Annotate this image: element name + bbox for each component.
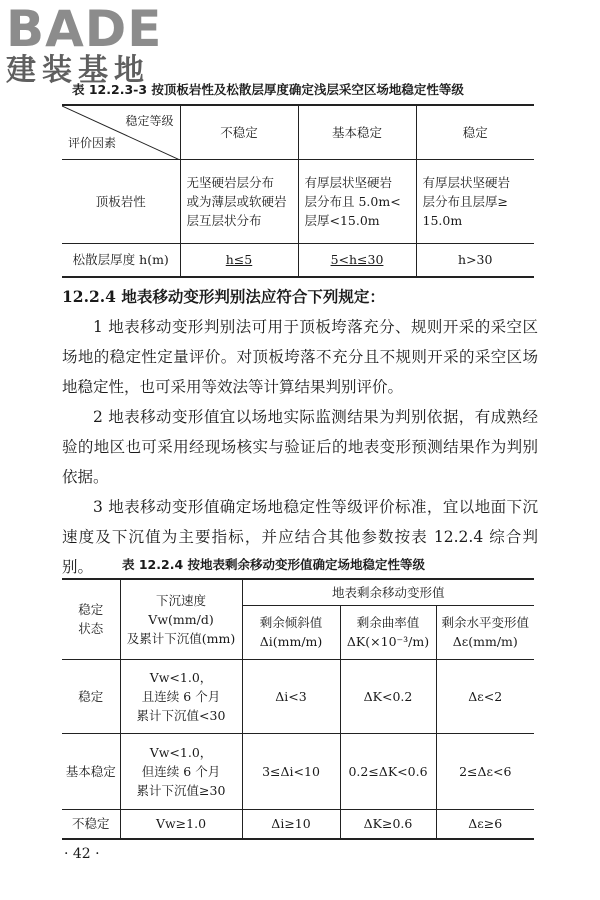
curvature-cell: ΔK≥0.6 bbox=[340, 809, 436, 839]
cell-line: 15.0m bbox=[422, 212, 463, 228]
header-line: 剩余倾斜值 bbox=[259, 615, 323, 630]
cell-line: 层互层状分布 bbox=[186, 212, 262, 228]
horizontal-cell: Δε≥6 bbox=[436, 809, 534, 839]
cell-value: h>30 bbox=[458, 252, 493, 268]
table-row bbox=[62, 159, 534, 243]
tilt-cell: 3≤Δi<10 bbox=[242, 733, 340, 809]
curvature-cell: 0.2≤ΔK<0.6 bbox=[340, 733, 436, 809]
header-group-residual: 地表剩余移动变形值 bbox=[242, 579, 534, 605]
row-label-thickness: 松散层厚度 h(m) bbox=[62, 243, 180, 277]
table-row bbox=[62, 659, 534, 733]
header-line: 及累计下沉值(mm) bbox=[126, 630, 236, 646]
table1-caption: 表 12.2.3-3 按顶板岩性及松散层厚度确定浅层采空区场地稳定性等级 bbox=[72, 82, 464, 97]
header-unstable: 不稳定 bbox=[180, 105, 298, 159]
state-cell: 不稳定 bbox=[62, 809, 120, 839]
state-cell: 基本稳定 bbox=[62, 733, 120, 809]
header-curvature bbox=[340, 605, 436, 659]
row-label-roof: 顶板岩性 bbox=[62, 159, 180, 243]
speed-cell bbox=[120, 659, 242, 733]
horizontal-cell: Δε<2 bbox=[436, 659, 534, 733]
paragraph-1: 1 地表移动变形判别法可用于顶板垮落充分、规则开采的采空区场地的稳定性定量评价。对顶板垮落不充分且不规则开采的采空区场地稳定性，也可采用等效法等计算结果判别评价。 bbox=[62, 318, 538, 396]
cell-roof-unstable bbox=[180, 159, 298, 243]
table-stability-by-roof bbox=[62, 104, 534, 278]
cell-line: 层分布且层厚≥ bbox=[422, 193, 508, 209]
cell-line: Vw<1.0， bbox=[149, 744, 213, 760]
cell-line: 累计下沉值<30 bbox=[136, 707, 226, 723]
header-line: Δi(mm/m) bbox=[259, 634, 323, 649]
header-line: 剩余水平变形值 bbox=[441, 615, 529, 630]
cell-line: Vw<1.0， bbox=[149, 669, 213, 685]
tilt-cell: Δi<3 bbox=[242, 659, 340, 733]
cell-roof-basic bbox=[298, 159, 416, 243]
table-row bbox=[62, 243, 534, 277]
table-row bbox=[62, 809, 534, 839]
cell-thickness-basic bbox=[298, 243, 416, 277]
cell-roof-stable bbox=[416, 159, 534, 243]
paragraph-3: 3 地表移动变形值确定场地稳定性等级评价标准，宜以地面下沉速度及下沉值为主要指标，并应结合其他参数按表 12.2.4 综合判别。 bbox=[62, 498, 538, 576]
header-horizontal bbox=[436, 605, 534, 659]
cell-thickness-unstable bbox=[180, 243, 298, 277]
speed-cell bbox=[120, 809, 242, 839]
section-12-2-4 bbox=[62, 282, 538, 582]
header-line: 剩余曲率值 bbox=[356, 615, 420, 630]
state-cell: 稳定 bbox=[62, 659, 120, 733]
cell-line: 但连续 6 个月 bbox=[141, 763, 221, 779]
speed-cell bbox=[120, 733, 242, 809]
header-line: 状态 bbox=[78, 621, 104, 637]
page-number: · 42 · bbox=[64, 846, 100, 862]
cell-value: h≤5 bbox=[225, 252, 253, 268]
diag-top-label: 稳定等级 bbox=[125, 114, 174, 128]
header-line: Δε(mm/m) bbox=[452, 634, 518, 649]
cell-line: 层分布且 5.0m< bbox=[304, 193, 401, 209]
site-logo bbox=[6, 0, 163, 88]
horizontal-cell: 2≤Δε<6 bbox=[436, 733, 534, 809]
header-stable: 稳定 bbox=[416, 105, 534, 159]
cell-line: 层厚<15.0m bbox=[304, 212, 380, 228]
header-state bbox=[62, 579, 120, 659]
header-basic-stable: 基本稳定 bbox=[298, 105, 416, 159]
diagonal-header-cell bbox=[62, 105, 180, 159]
cell-line: 有厚层状坚硬岩 bbox=[422, 174, 511, 190]
tilt-cell: Δi≥10 bbox=[242, 809, 340, 839]
header-speed bbox=[120, 579, 242, 659]
cell-line: 无坚硬岩层分布 bbox=[186, 174, 275, 190]
logo-text-cn: 建装基地 bbox=[6, 53, 150, 88]
curvature-cell: ΔK<0.2 bbox=[340, 659, 436, 733]
cell-thickness-stable bbox=[416, 243, 534, 277]
table2-header-row-1 bbox=[62, 579, 534, 605]
cell-line: 累计下沉值≥30 bbox=[136, 782, 226, 798]
cell-line: 有厚层状坚硬岩 bbox=[304, 174, 393, 190]
diag-bottom-label: 评价因素 bbox=[68, 135, 117, 150]
header-tilt bbox=[242, 605, 340, 659]
table2-caption: 表 12.2.4 按地表剩余移动变形值确定场地稳定性等级 bbox=[122, 557, 425, 572]
paragraph-2: 2 地表移动变形值宜以场地实际监测结果为判别依据，有成熟经验的地区也可采用经现场核实与验证后的地表变形预测结果作为判别依据。 bbox=[62, 408, 538, 486]
header-line: ΔK(×10⁻³/m) bbox=[346, 634, 430, 649]
cell-value: 5<h≤30 bbox=[330, 252, 384, 268]
cell-line: 或为薄层或软硬岩 bbox=[186, 193, 287, 209]
table-stability-by-deformation bbox=[62, 578, 534, 840]
header-line: 下沉速度 Vw(mm/d) bbox=[148, 592, 214, 627]
clause-heading: 12.2.4 地表移动变形判别法应符合下列规定： bbox=[62, 287, 385, 306]
logo-text-en: BADE bbox=[6, 0, 163, 58]
header-line: 稳定 bbox=[78, 602, 104, 618]
table1-header-row bbox=[62, 105, 534, 159]
cell-line: Vw≥1.0 bbox=[155, 816, 207, 832]
cell-line: 且连续 6 个月 bbox=[141, 688, 221, 704]
table-row bbox=[62, 733, 534, 809]
